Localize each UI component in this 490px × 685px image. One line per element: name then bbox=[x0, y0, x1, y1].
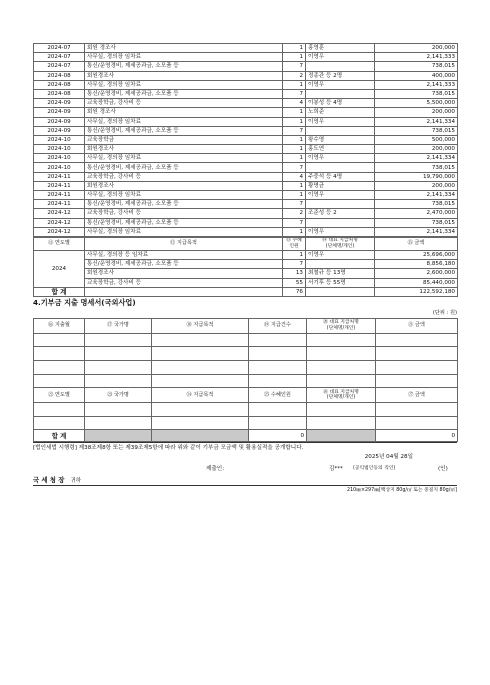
detail-table bbox=[33, 43, 458, 237]
detail-row bbox=[34, 154, 458, 163]
header-recipient: ⑭ 대표 지급처명 (단체명/개인) bbox=[306, 237, 375, 250]
detail-month: 2024-10 bbox=[34, 145, 85, 154]
detail-count: 7 bbox=[283, 126, 306, 135]
detail-amount: 19,790,000 bbox=[375, 172, 458, 181]
detail-count: 1 bbox=[283, 227, 306, 236]
total-count: 76 bbox=[283, 287, 306, 296]
detail-month: 2024-09 bbox=[34, 117, 85, 126]
overseas-empty-row bbox=[34, 347, 458, 361]
detail-purpose: 회원 경조사 bbox=[85, 44, 283, 53]
detail-amount: 400,000 bbox=[375, 71, 458, 80]
header-recipient: ㉖ 대표 지급처명 (단체명/개인) bbox=[307, 388, 376, 403]
detail-month: 2024-08 bbox=[34, 89, 85, 98]
detail-count: 4 bbox=[283, 172, 306, 181]
detail-month: 2024-11 bbox=[34, 191, 85, 200]
detail-count: 7 bbox=[283, 218, 306, 227]
authority-line bbox=[33, 475, 457, 486]
detail-count: 1 bbox=[283, 53, 306, 62]
summary-count: 13 bbox=[283, 269, 306, 278]
detail-count: 2 bbox=[283, 209, 306, 218]
detail-row bbox=[34, 80, 458, 89]
seal-label: (인) bbox=[438, 466, 448, 473]
detail-count: 1 bbox=[283, 44, 306, 53]
detail-purpose: 사무실, 경의장 임차료 bbox=[85, 53, 283, 62]
detail-row bbox=[34, 126, 458, 135]
detail-count: 1 bbox=[283, 117, 306, 126]
detail-count: 7 bbox=[283, 62, 306, 71]
detail-count: 1 bbox=[283, 191, 306, 200]
detail-row bbox=[34, 227, 458, 236]
detail-month: 2024-07 bbox=[34, 62, 85, 71]
detail-row bbox=[34, 117, 458, 126]
summary-table bbox=[33, 237, 458, 297]
detail-month: 2024-11 bbox=[34, 200, 85, 209]
detail-amount: 2,141,334 bbox=[375, 117, 458, 126]
summary-recipient bbox=[306, 260, 375, 269]
detail-recipient: 이영우 bbox=[306, 80, 375, 89]
header-purpose: ⑱ 지급목적 bbox=[152, 318, 249, 333]
detail-row bbox=[34, 53, 458, 62]
summary-total-row bbox=[34, 287, 458, 296]
detail-row bbox=[34, 191, 458, 200]
detail-purpose: 사무실, 경의장 임차료 bbox=[85, 80, 283, 89]
detail-amount: 738,015 bbox=[375, 89, 458, 98]
detail-amount: 200,000 bbox=[375, 44, 458, 53]
detail-count: 2 bbox=[283, 71, 306, 80]
detail-count: 7 bbox=[283, 200, 306, 209]
detail-purpose: 통신/운영경비, 제세공과금, 소모품 등 bbox=[85, 89, 283, 98]
detail-row bbox=[34, 108, 458, 117]
total-count: 0 bbox=[249, 430, 307, 442]
summary-recipient: 이영우 bbox=[306, 250, 375, 259]
detail-row bbox=[34, 163, 458, 172]
detail-amount: 200,000 bbox=[375, 108, 458, 117]
detail-recipient: 정종관 등 2명 bbox=[306, 71, 375, 80]
detail-recipient: 조준성 등 2 bbox=[306, 209, 375, 218]
detail-recipient: 이영우 bbox=[306, 154, 375, 163]
detail-recipient bbox=[306, 126, 375, 135]
total-label: 합 계 bbox=[34, 430, 85, 442]
detail-amount: 738,015 bbox=[375, 126, 458, 135]
detail-month: 2024-12 bbox=[34, 227, 85, 236]
submitter-name: 김*** bbox=[329, 466, 343, 473]
authority-name: 국 세 청 장 bbox=[33, 476, 65, 485]
detail-month: 2024-11 bbox=[34, 181, 85, 190]
detail-amount: 2,141,333 bbox=[375, 53, 458, 62]
detail-recipient: 황명균 bbox=[306, 181, 375, 190]
detail-count: 1 bbox=[283, 108, 306, 117]
detail-purpose: 사무실, 경의장 임차료 bbox=[85, 227, 283, 236]
detail-amount: 738,015 bbox=[375, 200, 458, 209]
detail-count: 4 bbox=[283, 99, 306, 108]
detail-purpose: 교육장학금, 강사비 등 bbox=[85, 99, 283, 108]
detail-recipient: 이영우 bbox=[306, 117, 375, 126]
detail-row bbox=[34, 145, 458, 154]
detail-row bbox=[34, 135, 458, 144]
detail-month: 2024-12 bbox=[34, 209, 85, 218]
submitter-line bbox=[33, 463, 457, 475]
header-purpose: ㉔ 지급목적 bbox=[152, 388, 249, 403]
header-country: ⑰ 국가명 bbox=[85, 318, 152, 333]
overseas-empty-row bbox=[34, 361, 458, 375]
detail-purpose: 교육장학금, 강사비 등 bbox=[85, 209, 283, 218]
header-country: ㉓ 국가명 bbox=[85, 388, 152, 403]
paper-spec: 210㎜×297㎜[백상지 80g/㎡ 또는 중질지 80g/㎡] bbox=[347, 488, 457, 494]
detail-recipient: 주중석 등 4명 bbox=[306, 172, 375, 181]
section-4-title: 4.기부금 지출 명세서(국외사업) bbox=[33, 297, 136, 307]
legal-note: [법인세법 시행령] 제38조제8항 또는 제39조제5항에 따라 위와 같이 기부금 모금액 및 활용실적을 공개합니다. bbox=[33, 442, 457, 452]
detail-amount: 738,015 bbox=[375, 62, 458, 71]
header-amount: ㉑ 금액 bbox=[376, 318, 458, 333]
overseas-empty-row bbox=[34, 403, 458, 417]
detail-recipient: 이영우 bbox=[306, 53, 375, 62]
summary-purpose: 통신/운영경비, 제세공과금, 소모품 등 bbox=[85, 260, 283, 269]
detail-purpose: 교육장학금 bbox=[85, 135, 283, 144]
detail-purpose: 사무실, 경의장 임차료 bbox=[85, 117, 283, 126]
detail-purpose: 통신/운영경비, 제세공과금, 소모품 등 bbox=[85, 163, 283, 172]
total-amount: 0 bbox=[376, 430, 458, 442]
detail-month: 2024-11 bbox=[34, 172, 85, 181]
overseas-header-row-2 bbox=[34, 388, 458, 403]
header-amount: ㉗ 금액 bbox=[376, 388, 458, 403]
total-empty bbox=[306, 287, 375, 296]
summary-row bbox=[34, 250, 458, 259]
submission-date: 2025년 04월 28일 bbox=[364, 454, 413, 461]
detail-month: 2024-12 bbox=[34, 218, 85, 227]
detail-month: 2024-07 bbox=[34, 53, 85, 62]
header-month: ⑯ 지출월 bbox=[34, 318, 85, 333]
detail-count: 1 bbox=[283, 135, 306, 144]
summary-header-row bbox=[34, 237, 458, 250]
detail-amount: 2,141,334 bbox=[375, 191, 458, 200]
summary-purpose: 회원경조사 bbox=[85, 269, 283, 278]
detail-purpose: 사무실, 경의장 임차료 bbox=[85, 191, 283, 200]
overseas-empty-row bbox=[34, 374, 458, 388]
detail-month: 2024-10 bbox=[34, 163, 85, 172]
detail-purpose: 회원 경조사 bbox=[85, 108, 283, 117]
detail-count: 7 bbox=[283, 163, 306, 172]
detail-row bbox=[34, 181, 458, 190]
total-amount: 122,592,180 bbox=[375, 287, 458, 296]
detail-recipient bbox=[306, 89, 375, 98]
detail-amount: 2,141,333 bbox=[375, 80, 458, 89]
detail-purpose: 회원경조사 bbox=[85, 71, 283, 80]
detail-month: 2024-08 bbox=[34, 71, 85, 80]
detail-amount: 738,015 bbox=[375, 218, 458, 227]
overseas-empty-row bbox=[34, 416, 458, 430]
total-empty bbox=[152, 430, 249, 442]
summary-count: 1 bbox=[283, 250, 306, 259]
detail-purpose: 통신/운영경비, 제세공과금, 소모품 등 bbox=[85, 200, 283, 209]
detail-row bbox=[34, 218, 458, 227]
detail-amount: 2,470,000 bbox=[375, 209, 458, 218]
summary-row bbox=[34, 260, 458, 269]
detail-amount: 2,141,334 bbox=[375, 227, 458, 236]
header-recipient: ⑳ 대표 지급처명 (단체명/개인) bbox=[307, 318, 376, 333]
overseas-header-row bbox=[34, 318, 458, 333]
detail-purpose: 통신/운영경비, 제세공과금, 소모품 등 bbox=[85, 218, 283, 227]
summary-purpose: 사무실, 경의장 등 임차료 bbox=[85, 250, 283, 259]
detail-row bbox=[34, 44, 458, 53]
total-label: 합 계 bbox=[34, 287, 85, 296]
summary-amount: 85,440,000 bbox=[375, 278, 458, 287]
summary-amount: 2,600,000 bbox=[375, 269, 458, 278]
detail-count: 1 bbox=[283, 154, 306, 163]
detail-recipient bbox=[306, 62, 375, 71]
unit-label: (단위 : 원) bbox=[432, 309, 457, 316]
detail-row bbox=[34, 99, 458, 108]
detail-amount: 500,000 bbox=[375, 135, 458, 144]
header-count: ⑬ 수혜인원 bbox=[283, 237, 306, 250]
total-empty bbox=[85, 287, 283, 296]
detail-purpose: 통신/운영경비, 제세공과금, 소모품 등 bbox=[85, 62, 283, 71]
detail-row bbox=[34, 209, 458, 218]
detail-recipient: 왕수영 bbox=[306, 135, 375, 144]
header-purpose: ⑫ 지급목적 bbox=[85, 237, 283, 250]
detail-purpose: 사무실, 경의장 임차료 bbox=[85, 154, 283, 163]
detail-purpose: 회원경조사 bbox=[85, 181, 283, 190]
detail-row bbox=[34, 200, 458, 209]
detail-recipient bbox=[306, 218, 375, 227]
detail-row bbox=[34, 62, 458, 71]
detail-row bbox=[34, 71, 458, 80]
detail-count: 7 bbox=[283, 89, 306, 98]
summary-row bbox=[34, 278, 458, 287]
detail-count: 1 bbox=[283, 145, 306, 154]
detail-recipient: 이영우 bbox=[306, 191, 375, 200]
summary-amount: 25,696,000 bbox=[375, 250, 458, 259]
detail-month: 2024-10 bbox=[34, 135, 85, 144]
detail-amount: 5,500,000 bbox=[375, 99, 458, 108]
detail-row bbox=[34, 89, 458, 98]
total-empty bbox=[307, 430, 376, 442]
authority-suffix: 귀하 bbox=[70, 478, 82, 485]
detail-count: 1 bbox=[283, 181, 306, 190]
detail-row bbox=[34, 172, 458, 181]
detail-recipient: 홍영훈 bbox=[306, 44, 375, 53]
detail-amount: 200,000 bbox=[375, 145, 458, 154]
detail-recipient bbox=[306, 200, 375, 209]
overseas-empty-row bbox=[34, 333, 458, 347]
detail-month: 2024-08 bbox=[34, 80, 85, 89]
overseas-total-row bbox=[34, 430, 458, 442]
detail-purpose: 통신/운영경비, 제세공과금, 소모품 등 bbox=[85, 126, 283, 135]
overseas-table bbox=[33, 318, 458, 443]
summary-year: 2024 bbox=[34, 250, 85, 287]
detail-month: 2024-09 bbox=[34, 108, 85, 117]
detail-recipient: 이영우 bbox=[306, 227, 375, 236]
detail-month: 2024-09 bbox=[34, 99, 85, 108]
summary-amount: 8,856,180 bbox=[375, 260, 458, 269]
header-year: ⑪ 연도별 bbox=[34, 237, 85, 250]
submitter-note: (공익법인등의 직인) bbox=[353, 466, 396, 472]
summary-count: 55 bbox=[283, 278, 306, 287]
summary-count: 7 bbox=[283, 260, 306, 269]
summary-purpose: 교육장학금, 강사비 등 bbox=[85, 278, 283, 287]
detail-count: 1 bbox=[283, 80, 306, 89]
document-page bbox=[33, 43, 457, 496]
header-count: ㉕ 수혜인원 bbox=[249, 388, 307, 403]
detail-purpose: 교육장학금, 강사비 등 bbox=[85, 172, 283, 181]
detail-recipient: 노희준 bbox=[306, 108, 375, 117]
summary-recipient: 최철규 등 13명 bbox=[306, 269, 375, 278]
total-empty bbox=[85, 430, 152, 442]
summary-row bbox=[34, 269, 458, 278]
header-year: ㉒ 연도별 bbox=[34, 388, 85, 403]
detail-recipient bbox=[306, 163, 375, 172]
detail-amount: 738,015 bbox=[375, 163, 458, 172]
detail-recipient: 홍도연 bbox=[306, 145, 375, 154]
header-amount: ⑮ 금액 bbox=[375, 237, 458, 250]
detail-amount: 2,141,334 bbox=[375, 154, 458, 163]
detail-amount: 200,000 bbox=[375, 181, 458, 190]
header-count: ⑲ 지급건수 bbox=[249, 318, 307, 333]
detail-month: 2024-10 bbox=[34, 154, 85, 163]
detail-month: 2024-07 bbox=[34, 44, 85, 53]
summary-recipient: 서기후 등 55명 bbox=[306, 278, 375, 287]
detail-recipient: 이봉성 등 4명 bbox=[306, 99, 375, 108]
detail-purpose: 회원경조사 bbox=[85, 145, 283, 154]
detail-month: 2024-09 bbox=[34, 126, 85, 135]
submitter-label: 제출인: bbox=[206, 466, 225, 473]
